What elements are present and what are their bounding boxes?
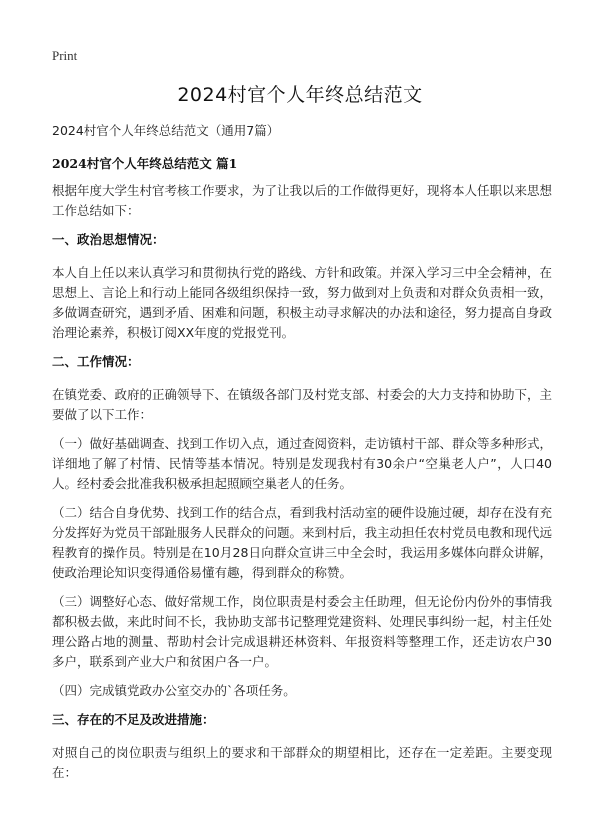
document-subtitle: 2024村官个人年终总结范文（通用7篇） [52, 123, 280, 138]
intro-paragraph: 根据年度大学生村官考核工作要求，为了让我以后的工作做得更好，现将本人任职以来思想工作总结如下： [52, 183, 553, 218]
section-paragraph-work-intro: 在镇党委、政府的正确领导下、在镇级各部门及村党支部、村委会的大力支持和协助下，主要做了以下工作： [52, 387, 553, 422]
work-item-4: （四）完成镇党政办公室交办的`各项任务。 [52, 683, 296, 698]
section-heading-work: 二、工作情况： [52, 354, 140, 369]
article-heading: 2024村官个人年终总结范文 篇1 [52, 156, 238, 171]
section-heading-political: 一、政治思想情况： [52, 232, 165, 247]
print-link[interactable]: Print [52, 48, 78, 63]
work-item-3: （三）调整好心态、做好常规工作，岗位职责是村委会主任助理，但无论份内份外的事情我都积极去做，来此时间不长，我协助支部书记整理党建资料、处理民事纠纷一起，村主任处理公路占地的测量、帮助村会计完成退耕还林资料、年报资料等整理工作，还走访农户30多户，联系到产业大户和贫困户各一户。 [52, 594, 553, 669]
work-item-1: （一）做好基础调查、找到工作切入点，通过查阅资料，走访镇村干部、群众等多种形式，详细地了解了村情、民情等基本情况。特别是发现我村有30余户“空巢老人户”，人口40人。经村委会批准我积极承担起照顾空巢老人的任务。 [52, 436, 553, 491]
article-body [52, 154, 552, 792]
work-item-2: （二）结合自身优势、找到工作的结合点，看到我村活动室的硬件设施过硬，却存在没有充分发挥好为党员干部趾服务人民群众的问题。来到村后，我主动担任农村党员电教和现代远程教育的操作员。特别是在10月28日向群众宣讲三中全会时，我运用多媒体向群众讲解，使政治理论知识变得通俗易懂有趣，得到群众的称赞。 [52, 505, 553, 580]
section-paragraph-shortcomings: 对照自己的岗位职责与组织上的要求和干部群众的期望相比，还存在一定差距。主要变现在： [52, 745, 552, 780]
section-paragraph-political: 本人自上任以来认真学习和贯彻执行党的路线、方针和政策。并深入学习三中全会精神，在思想上、言论上和行动上能同各级组织保持一致，努力做到对上负责和对群众负责相一致，多做调查研究，遇到矛盾、困难和问题，积极主动寻求解决的办法和途径，努力提高自身政治理论素养，积极订阅XX年度的党报党刊。 [52, 265, 553, 340]
section-heading-shortcomings: 三、存在的不足及改进措施： [52, 712, 215, 727]
page-title: 2024村官个人年终总结范文 [177, 84, 423, 106]
